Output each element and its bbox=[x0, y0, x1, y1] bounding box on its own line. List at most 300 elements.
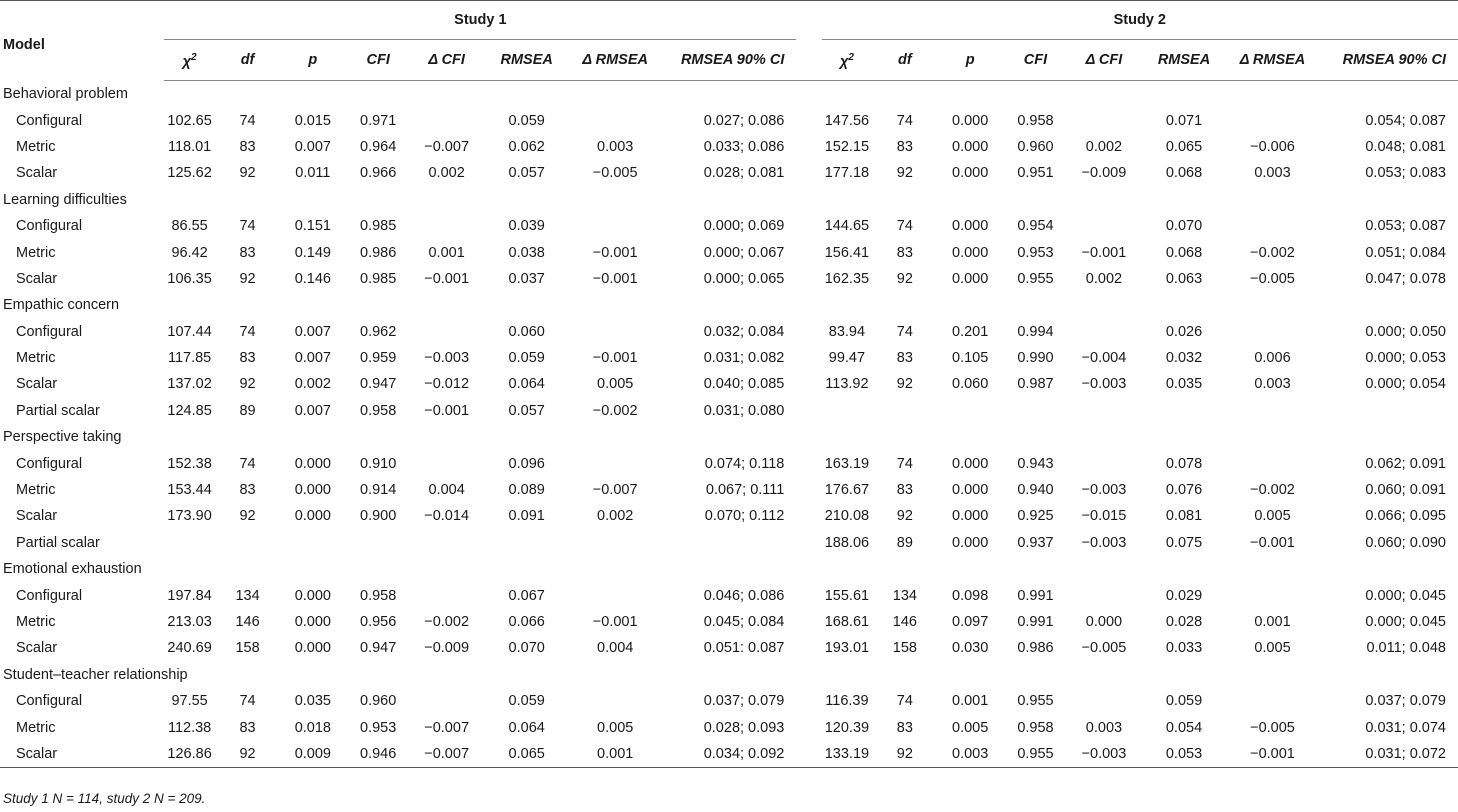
study1-cell: 0.000; 0.065 bbox=[703, 270, 785, 287]
study2-cell: 210.08 bbox=[824, 508, 870, 525]
study2-cell: 92 bbox=[896, 508, 913, 525]
study2-header: Study 2 bbox=[822, 1, 1458, 40]
study2-cell: 0.062; 0.091 bbox=[1365, 455, 1446, 472]
study1-cell: 0.005 bbox=[597, 376, 634, 393]
model-header: Model bbox=[3, 36, 45, 53]
study1-cell: 102.65 bbox=[167, 112, 212, 129]
study1-cell: 0.962 bbox=[360, 323, 397, 340]
study2-cell: 0.001 bbox=[952, 693, 989, 710]
study1-cell: −0.001 bbox=[592, 350, 638, 367]
study2-cell: 158 bbox=[892, 640, 917, 657]
model-label: Partial scalar bbox=[16, 402, 100, 419]
study2-cell: 89 bbox=[896, 534, 913, 551]
table-row bbox=[0, 714, 1458, 740]
study2-cell: 0.994 bbox=[1017, 323, 1054, 340]
study2-cell: 0.925 bbox=[1017, 508, 1054, 525]
study1-cell: 0.959 bbox=[360, 350, 397, 367]
study2-cell: 0.990 bbox=[1017, 350, 1054, 367]
study2-cell: 152.15 bbox=[824, 138, 870, 155]
study2-cell: 0.105 bbox=[952, 350, 989, 367]
study2-cell: −0.002 bbox=[1250, 244, 1295, 261]
study2-cell: 0.943 bbox=[1017, 455, 1054, 472]
study1-cell: −0.001 bbox=[592, 614, 638, 630]
study2-cell: 0.051; 0.084 bbox=[1365, 244, 1446, 261]
study2-cell: 0.031; 0.074 bbox=[1365, 719, 1446, 736]
study1-cell: −0.001 bbox=[424, 402, 470, 419]
study2-cell: 134 bbox=[892, 587, 917, 604]
study2-cell: 162.35 bbox=[824, 270, 870, 287]
study1-cell: 92 bbox=[239, 508, 256, 525]
study1-cell: −0.007 bbox=[424, 138, 470, 155]
study2-cell: 0.955 bbox=[1017, 693, 1054, 710]
study1-cell: −0.007 bbox=[592, 482, 638, 499]
study1-cell: 0.040; 0.085 bbox=[703, 376, 785, 393]
study1-cell: 83 bbox=[239, 719, 256, 736]
study1-cell: 240.69 bbox=[167, 640, 212, 657]
study1-cell: 83 bbox=[239, 482, 256, 499]
study1-cell: 0.964 bbox=[360, 138, 397, 155]
study1-cell: 83 bbox=[239, 138, 256, 155]
study1-cell: 0.007 bbox=[294, 402, 331, 419]
study2-cell: 163.19 bbox=[824, 455, 870, 472]
study1-cell: 0.002 bbox=[597, 508, 634, 525]
study2-cell: 188.06 bbox=[824, 534, 870, 551]
study2-cell: 0.955 bbox=[1017, 270, 1054, 287]
study1-cell: 0.910 bbox=[360, 455, 397, 472]
study2-cell: 0.958 bbox=[1017, 112, 1054, 129]
study2-cell: 120.39 bbox=[824, 719, 870, 736]
study1-cell: 89 bbox=[239, 402, 256, 419]
study2-cell: 0.031; 0.072 bbox=[1317, 741, 1458, 768]
study2-cell: 0.033 bbox=[1165, 640, 1203, 657]
study2-cell: −0.002 bbox=[1250, 482, 1295, 499]
study2-cell bbox=[1228, 582, 1316, 608]
study2-cell: 0.953 bbox=[1017, 244, 1054, 261]
study2-cell: 0.053; 0.087 bbox=[1365, 218, 1446, 235]
study2-col-header: $\chi^2$ bbox=[822, 40, 873, 81]
study1-header: Study 1 bbox=[164, 1, 796, 40]
study2-cell: 83 bbox=[896, 138, 913, 155]
study1-cell: 0.914 bbox=[360, 482, 397, 499]
study2-cell: 83 bbox=[896, 482, 913, 499]
model-label: Metric bbox=[16, 244, 56, 261]
study1-cell: 0.011 bbox=[295, 165, 331, 182]
study1-cell: 0.146 bbox=[294, 270, 331, 287]
study2-cell bbox=[1068, 450, 1140, 476]
study1-cell: 0.958 bbox=[360, 402, 397, 419]
study1-cell bbox=[164, 530, 215, 556]
study1-cell: 0.034; 0.092 bbox=[659, 741, 796, 768]
model-label: Metric bbox=[16, 138, 56, 155]
study2-cell: −0.001 bbox=[1081, 244, 1127, 261]
study2-cell: 0.991 bbox=[1017, 587, 1054, 604]
study1-cell: 106.35 bbox=[167, 270, 212, 287]
model-label: Scalar bbox=[16, 165, 58, 182]
study1-cell: 0.001 bbox=[428, 244, 465, 261]
study2-cell: 147.56 bbox=[824, 112, 870, 129]
study2-cell: 0.053; 0.083 bbox=[1365, 165, 1446, 182]
study1-cell: 0.037; 0.079 bbox=[703, 693, 785, 710]
group-label: Learning difficulties bbox=[3, 191, 127, 208]
study1-cell: 0.986 bbox=[360, 244, 397, 261]
study2-cell: 83 bbox=[896, 244, 913, 261]
study1-cell: 0.953 bbox=[360, 719, 397, 736]
study2-cell bbox=[1317, 398, 1458, 424]
study2-cell bbox=[1003, 398, 1068, 424]
study1-cell: 0.035 bbox=[294, 693, 331, 710]
study1-cell: 213.03 bbox=[167, 614, 212, 630]
study1-col-header: Δ CFI bbox=[411, 40, 483, 81]
study1-cell: 0.062 bbox=[508, 138, 545, 155]
study2-cell: 155.61 bbox=[824, 587, 870, 604]
study2-cell: 0.097 bbox=[952, 614, 989, 630]
study1-cell: 0.966 bbox=[360, 165, 397, 182]
table-row bbox=[0, 134, 1458, 160]
table-row bbox=[0, 635, 1458, 661]
study2-cell: 0.000 bbox=[952, 508, 989, 525]
study2-cell: 0.003 bbox=[938, 741, 1003, 768]
study1-cell: 74 bbox=[239, 218, 256, 235]
study1-cell: 0.002 bbox=[294, 376, 331, 393]
study2-cell: 0.002 bbox=[1085, 270, 1123, 287]
study2-cell: 0.048; 0.081 bbox=[1365, 138, 1446, 155]
study2-cell: 0.000 bbox=[952, 270, 989, 287]
study2-cell: 168.61 bbox=[824, 614, 870, 630]
study2-cell: −0.003 bbox=[1081, 376, 1127, 393]
study2-cell: 146 bbox=[892, 614, 917, 630]
study1-cell bbox=[411, 530, 483, 556]
study1-cell: 0.004 bbox=[428, 482, 465, 499]
study2-cell: 0.940 bbox=[1017, 482, 1054, 499]
table-row bbox=[0, 503, 1458, 529]
study1-cell: 0.007 bbox=[294, 138, 331, 155]
study2-cell: 0.068 bbox=[1165, 165, 1203, 182]
study2-cell: 0.003 bbox=[1254, 376, 1291, 393]
study1-col-header: p bbox=[280, 40, 345, 81]
study2-cell: 0.075 bbox=[1165, 534, 1203, 551]
study1-cell: 137.02 bbox=[167, 376, 212, 393]
study1-cell: 0.149 bbox=[294, 244, 331, 261]
study2-cell: 92 bbox=[896, 376, 913, 393]
table-row bbox=[0, 477, 1458, 503]
study1-cell bbox=[659, 530, 796, 556]
study2-cell: 0.000 bbox=[952, 138, 989, 155]
study2-cell: 0.954 bbox=[1017, 218, 1054, 235]
study1-cell: 0.000; 0.067 bbox=[703, 244, 785, 261]
model-label: Configural bbox=[16, 323, 83, 340]
study2-cell bbox=[872, 398, 937, 424]
study2-cell: 83 bbox=[896, 350, 913, 367]
study1-cell: 0.066 bbox=[508, 614, 545, 630]
study1-cell: 0.018 bbox=[294, 719, 331, 736]
study1-cell: 173.90 bbox=[167, 508, 212, 525]
table-row bbox=[0, 371, 1458, 397]
study1-cell: 0.007 bbox=[294, 323, 331, 340]
study1-cell: 0.059 bbox=[508, 112, 545, 129]
table-row bbox=[0, 398, 1458, 424]
study1-cell: 0.000 bbox=[294, 640, 331, 657]
study1-cell: 0.060 bbox=[508, 323, 545, 340]
study1-cell: 83 bbox=[239, 244, 256, 261]
group-row bbox=[0, 424, 1458, 450]
model-label: Metric bbox=[16, 482, 56, 499]
study2-cell bbox=[1068, 319, 1140, 345]
study1-cell: 0.067 bbox=[508, 587, 545, 604]
study1-cell: −0.009 bbox=[424, 640, 470, 657]
study1-cell: 0.028; 0.093 bbox=[703, 719, 785, 736]
study2-col-header: Δ RMSEA bbox=[1228, 40, 1316, 81]
study2-cell bbox=[1228, 319, 1316, 345]
study2-cell: 0.068 bbox=[1165, 244, 1203, 261]
study2-cell: 0.065 bbox=[1165, 138, 1203, 155]
study1-cell: 0.031; 0.080 bbox=[703, 402, 785, 419]
study2-cell: 74 bbox=[896, 323, 913, 340]
study1-col-header: RMSEA bbox=[482, 40, 570, 81]
study2-cell: −0.006 bbox=[1250, 138, 1295, 155]
study2-cell: 0.047; 0.078 bbox=[1365, 270, 1446, 287]
study1-cell: 0.956 bbox=[360, 614, 397, 630]
study2-cell: −0.015 bbox=[1081, 508, 1127, 525]
model-label: Configural bbox=[16, 693, 83, 710]
study1-cell: 74 bbox=[239, 455, 256, 472]
study1-cell: 0.000 bbox=[294, 614, 331, 630]
study1-cell: 0.000; 0.069 bbox=[703, 218, 785, 235]
study1-cell: 112.38 bbox=[167, 719, 212, 736]
table-row bbox=[0, 609, 1458, 635]
model-label: Partial scalar bbox=[16, 534, 100, 551]
study2-cell: 83 bbox=[896, 719, 913, 736]
study1-cell: 0.045; 0.084 bbox=[703, 614, 785, 630]
study1-cell: 0.032; 0.084 bbox=[703, 323, 785, 340]
table-row bbox=[0, 741, 1458, 768]
study2-cell: 0.000 bbox=[952, 165, 989, 182]
study1-cell: 152.38 bbox=[167, 455, 212, 472]
study2-cell: 74 bbox=[896, 112, 913, 129]
study1-cell: 0.002 bbox=[428, 165, 465, 182]
study1-cell: 74 bbox=[239, 693, 256, 710]
model-label: Configural bbox=[16, 112, 83, 129]
study1-cell: 0.985 bbox=[360, 218, 397, 235]
study1-cell: 0.031; 0.082 bbox=[703, 350, 785, 367]
table-row bbox=[0, 213, 1458, 239]
study2-cell bbox=[1228, 107, 1316, 133]
study1-cell: 0.051: 0.087 bbox=[703, 640, 785, 657]
model-label: Metric bbox=[16, 614, 56, 630]
study2-cell: 92 bbox=[896, 165, 913, 182]
study2-cell: 0.000; 0.050 bbox=[1365, 323, 1446, 340]
study1-cell bbox=[571, 450, 659, 476]
study2-cell: 113.92 bbox=[825, 376, 869, 393]
study2-cell: 74 bbox=[896, 455, 913, 472]
study1-cell bbox=[411, 582, 483, 608]
model-label: Scalar bbox=[16, 376, 58, 393]
study1-cell: 0.039 bbox=[508, 218, 545, 235]
study1-cell: 0.070 bbox=[508, 640, 545, 657]
study1-cell: 74 bbox=[239, 112, 256, 129]
study1-cell: 118.01 bbox=[167, 138, 212, 155]
study2-cell bbox=[1068, 688, 1140, 714]
study2-cell: 0.003 bbox=[1254, 165, 1291, 182]
study2-cell: 83.94 bbox=[828, 323, 866, 340]
study2-cell: 0.987 bbox=[1017, 376, 1054, 393]
study2-cell bbox=[822, 398, 873, 424]
study1-cell: 0.000 bbox=[294, 482, 331, 499]
study1-cell: 0.070; 0.112 bbox=[704, 508, 785, 525]
study1-col-header: Δ RMSEA bbox=[571, 40, 659, 81]
study2-cell: −0.001 bbox=[1228, 741, 1316, 768]
study1-cell: 0.003 bbox=[597, 138, 634, 155]
table-row bbox=[0, 345, 1458, 371]
study2-col-header: p bbox=[938, 40, 1003, 81]
group-label: Behavioral problem bbox=[3, 85, 128, 102]
study2-cell: −0.003 bbox=[1081, 482, 1127, 499]
study2-cell: 0.000 bbox=[952, 534, 989, 551]
study2-cell: −0.005 bbox=[1081, 640, 1127, 657]
study2-cell: −0.004 bbox=[1081, 350, 1127, 367]
study2-cell: 0.986 bbox=[1017, 640, 1054, 657]
study2-col-header: Δ CFI bbox=[1068, 40, 1140, 81]
study2-cell: −0.005 bbox=[1250, 719, 1295, 736]
study2-cell: 0.066; 0.095 bbox=[1365, 508, 1446, 525]
table-row bbox=[0, 530, 1458, 556]
study1-cell: 0.007 bbox=[294, 350, 331, 367]
group-row bbox=[0, 556, 1458, 582]
group-row bbox=[0, 81, 1458, 108]
study2-cell: 133.19 bbox=[822, 741, 873, 768]
study2-cell bbox=[1068, 107, 1140, 133]
study1-cell bbox=[215, 530, 280, 556]
study1-cell: 0.009 bbox=[280, 741, 345, 768]
study1-cell: 0.027; 0.086 bbox=[703, 112, 785, 129]
table-row bbox=[0, 160, 1458, 186]
model-label: Scalar bbox=[16, 508, 58, 525]
study1-cell: 134 bbox=[235, 587, 260, 604]
study1-cell: 117.85 bbox=[167, 350, 212, 367]
study1-cell bbox=[571, 688, 659, 714]
study1-cell: 0.151 bbox=[294, 218, 331, 235]
study1-cell: −0.005 bbox=[592, 165, 638, 182]
study2-cell: 0.001 bbox=[1254, 614, 1291, 630]
study1-cell bbox=[346, 530, 411, 556]
study2-cell bbox=[1228, 450, 1316, 476]
study2-cell: 0.029 bbox=[1165, 587, 1203, 604]
study1-cell: 0.947 bbox=[360, 376, 397, 393]
study2-cell bbox=[1068, 398, 1140, 424]
study1-cell: 0.985 bbox=[360, 270, 397, 287]
study1-cell: 153.44 bbox=[167, 482, 212, 499]
study2-cell: 0.071 bbox=[1165, 112, 1203, 129]
study1-cell: −0.002 bbox=[592, 402, 638, 419]
table-row bbox=[0, 582, 1458, 608]
study1-cell: 0.001 bbox=[571, 741, 659, 768]
table-footnote: Study 1 N = 114, study 2 N = 209. bbox=[3, 791, 206, 806]
study1-cell: 197.84 bbox=[167, 587, 212, 604]
study2-cell: 0.005 bbox=[952, 719, 989, 736]
study1-cell: 107.44 bbox=[167, 323, 212, 340]
study2-col-header: RMSEA bbox=[1140, 40, 1228, 81]
study1-cell: 0.971 bbox=[360, 112, 397, 129]
model-label: Scalar bbox=[16, 640, 58, 657]
study1-cell: −0.012 bbox=[424, 376, 470, 393]
study2-cell: 0.060 bbox=[952, 376, 989, 393]
study2-cell: 0.011; 0.048 bbox=[1366, 640, 1446, 657]
study1-cell: −0.003 bbox=[424, 350, 470, 367]
study2-cell: 116.39 bbox=[825, 693, 869, 710]
study1-cell: 74 bbox=[239, 323, 256, 340]
study2-cell: 0.000; 0.053 bbox=[1365, 350, 1446, 367]
study2-cell bbox=[1140, 398, 1228, 424]
study1-cell bbox=[482, 530, 570, 556]
study2-cell: 0.070 bbox=[1165, 218, 1203, 235]
study1-cell: 0.064 bbox=[508, 376, 545, 393]
study2-cell: −0.003 bbox=[1068, 741, 1140, 768]
model-label: Metric bbox=[16, 719, 56, 736]
study1-cell bbox=[411, 107, 483, 133]
study2-col-header: df bbox=[872, 40, 937, 81]
study1-col-header: $\chi^2$ bbox=[164, 40, 215, 81]
study2-cell: −0.005 bbox=[1250, 270, 1295, 287]
study1-cell: 0.960 bbox=[360, 693, 397, 710]
study2-cell: 0.098 bbox=[952, 587, 989, 604]
study1-cell: 92 bbox=[239, 270, 256, 287]
study1-cell bbox=[411, 213, 483, 239]
table-row bbox=[0, 239, 1458, 265]
study1-cell: 0.033; 0.086 bbox=[703, 138, 785, 155]
group-label: Emotional exhaustion bbox=[3, 561, 142, 578]
study1-col-header: df bbox=[215, 40, 280, 81]
study2-cell: 0.028 bbox=[1165, 614, 1203, 630]
study1-cell bbox=[571, 213, 659, 239]
study2-cell: 0.053 bbox=[1140, 741, 1228, 768]
study1-cell bbox=[571, 530, 659, 556]
study1-cell: 146 bbox=[235, 614, 260, 630]
model-label: Scalar bbox=[0, 741, 164, 768]
study2-cell: 156.41 bbox=[824, 244, 870, 261]
study1-cell: 0.037 bbox=[508, 270, 545, 287]
study2-cell bbox=[1228, 688, 1316, 714]
study2-col-header: RMSEA 90% CI bbox=[1317, 40, 1458, 81]
study2-cell: 0.991 bbox=[1017, 614, 1054, 630]
study2-cell bbox=[1228, 213, 1316, 239]
study2-cell bbox=[1068, 582, 1140, 608]
study2-cell: 0.060; 0.091 bbox=[1365, 482, 1446, 499]
study2-cell: 193.01 bbox=[824, 640, 870, 657]
group-label: Student–teacher relationship bbox=[3, 666, 188, 683]
study1-cell: 125.62 bbox=[167, 165, 212, 182]
study2-cell: 0.037; 0.079 bbox=[1365, 693, 1446, 710]
study2-cell: 0.000 bbox=[952, 482, 989, 499]
study1-cell: 0.064 bbox=[508, 719, 545, 736]
study1-cell: 0.000 bbox=[294, 455, 331, 472]
study1-cell: −0.001 bbox=[592, 270, 638, 287]
study2-cell: 0.000 bbox=[952, 455, 989, 472]
study1-cell bbox=[571, 107, 659, 133]
study1-cell bbox=[571, 319, 659, 345]
study2-cell: 0.054; 0.087 bbox=[1365, 112, 1446, 129]
study2-cell: 0.201 bbox=[952, 323, 989, 340]
group-row bbox=[0, 292, 1458, 318]
study2-cell: 0.955 bbox=[1003, 741, 1068, 768]
table-row bbox=[0, 450, 1458, 476]
study2-cell: 0.005 bbox=[1254, 640, 1291, 657]
study2-cell: 0.026 bbox=[1165, 323, 1203, 340]
study1-col-header: RMSEA 90% CI bbox=[659, 40, 796, 81]
study1-cell: −0.014 bbox=[424, 508, 470, 525]
study2-cell: 0.000; 0.054 bbox=[1365, 376, 1446, 393]
study2-cell: 0.032 bbox=[1165, 350, 1203, 367]
study1-cell: −0.007 bbox=[411, 741, 483, 768]
study2-cell: 0.030 bbox=[952, 640, 989, 657]
